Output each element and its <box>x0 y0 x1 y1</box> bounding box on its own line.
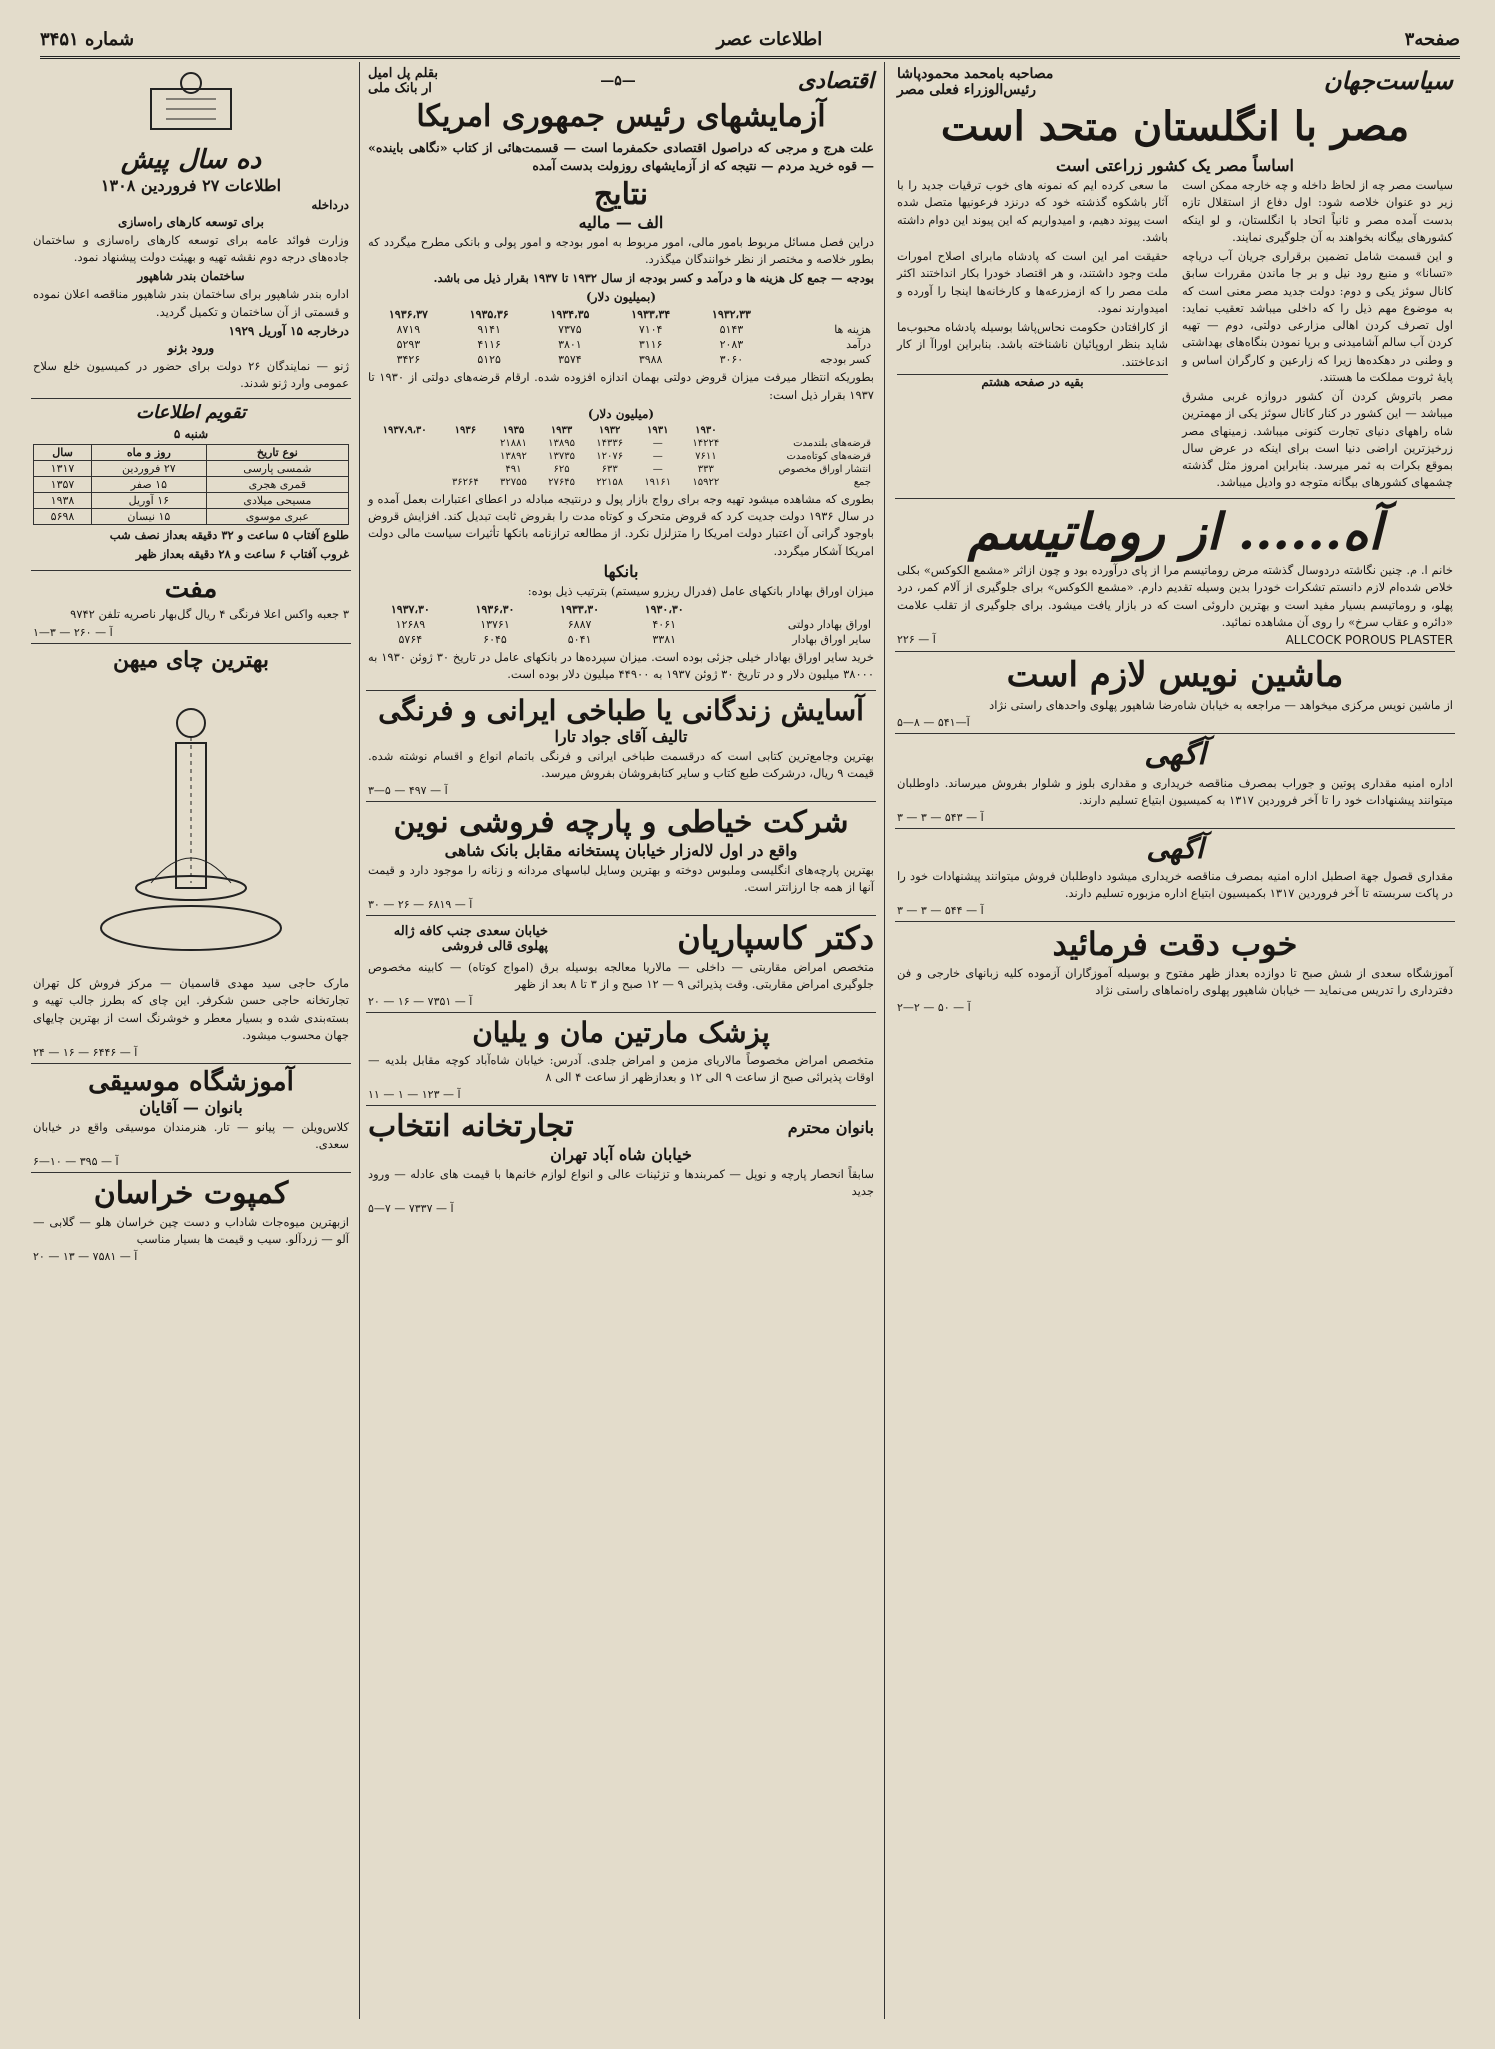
row-label: جمع <box>853 476 871 488</box>
value-cell: ۳۵۷۴ <box>558 353 582 367</box>
ad-address: خیابان سعدی جنب کافه ژاله پهلوی قالی فروشی <box>393 923 548 954</box>
banks-heading: بانکها <box>603 561 639 581</box>
year-cell: ۱۹۳۵،۳۶ <box>469 308 509 322</box>
ad-free-wax <box>31 571 351 644</box>
value-cell: ۲۰۸۳ <box>719 338 744 352</box>
header-cell: روز و ماه <box>92 445 207 461</box>
type-cell: عبری موسوی <box>206 509 348 525</box>
roads-body: وزارت فوائد عامه برای توسعه کارهای راه‌سازی و ساختمان جاده‌های درجه دوم نقشه تهیه و بهیئت دولت پیشنهاد نمود. <box>33 232 349 265</box>
value-cell <box>368 463 441 476</box>
header-cell: نوع تاریخ <box>206 445 348 461</box>
table-header-row <box>368 307 874 322</box>
value-cell: ۲۲۱۵۸ <box>596 476 624 488</box>
ad-doctor-kasparian <box>366 916 876 1013</box>
ad-compote <box>31 1173 351 1267</box>
value-cell: ۳۱۱۶ <box>638 338 663 352</box>
ad-allcock-plaster <box>895 499 1455 653</box>
budget-label: بودجه — جمع کل هزینه ها و درآمد و کسر بودجه از سال ۱۹۳۲ تا ۱۹۳۷ بقرار ذیل می باشد. <box>433 271 874 285</box>
geneva-title: ورود بژنو <box>167 340 215 355</box>
row-label: اوراق بهادار دولتی <box>787 618 871 631</box>
fountain-icon <box>91 683 291 963</box>
ad-cookbook <box>366 691 876 803</box>
table-header-row <box>368 424 874 437</box>
budget-table <box>368 307 874 367</box>
year-cell: ۱۹۳۵ <box>502 424 525 436</box>
ad-body: ازبهترین میوه‌جات شاداب و دست چین خراسان هلو — گلابی — آلو — زردآلو. سیب و قیمت ها بسیار مناسب <box>33 1214 349 1247</box>
ad-title: ماشین نویس لازم است <box>1006 655 1344 695</box>
ad-title: آگهی <box>1146 832 1204 866</box>
ad-body: مارک حاجی سید مهدی قاسمیان — مرکز فروش کل تهران تجارتخانه حاجی حسن شکرفر. این چای که بطرز جالب تهیه و بسته‌بندی شده و بسیار معطر و خوشرنگ است از بهترین چایهای جهان محسوب میشود. <box>33 976 349 1042</box>
value-cell: ۳۴۲۶ <box>396 353 421 367</box>
value-cell: ۵۷۶۴ <box>398 633 423 646</box>
value-cell: ۱۳۷۶۱ <box>480 618 510 631</box>
paragraph: ما سعی کرده ایم که نمونه های خوب ترقیات جدید را با آثار باشکوه گذشته خود که درنزد فرعونیها متصل شده است پیوند دهیم، و امیدواریم که این پیوند این دوام داشته باشد. <box>897 178 1168 244</box>
port-title: ساختمان بندر شاهپور <box>137 269 245 284</box>
unit-label: (میلیون دلار) <box>587 406 655 421</box>
ad-code: آ—۵۴۱ — ۸—۵ <box>897 716 970 730</box>
value-cell: ۲۱۸۸۱ <box>500 437 527 449</box>
value-cell: ۱۴۳۳۶ <box>596 437 624 449</box>
table-row <box>34 461 349 477</box>
section-title: سیاست‌جهان <box>1323 66 1453 95</box>
table-header-row <box>368 602 874 617</box>
table-row <box>368 617 874 632</box>
sunset: غروب آفتاب ۶ ساعت و ۲۸ دقیقه بعداز ظهر <box>135 547 349 562</box>
ad-body: کلاس‌ویلن — پیانو — تار. هنرمندان موسیقی واقع در خیابان سعدی. <box>33 1119 349 1152</box>
table-row <box>34 493 349 509</box>
ad-notice-stable <box>895 829 1455 922</box>
value-cell <box>441 463 489 476</box>
port-body: اداره بندر شاهپور برای ساختمان بندر شاهپور مناقصه اعلان نموده و قسمتی از آن ساختمان و تکمیل گردید. <box>33 287 349 319</box>
ad-address: واقع در اول لاله‌زار خیابان پستخانه مقابل بانک شاهی <box>444 840 798 860</box>
byline-author: بقلم پل امیل <box>368 66 439 81</box>
row-label: قرضه‌های بلندمدت <box>793 437 871 449</box>
year-cell: ۱۹۳۰ <box>695 424 717 436</box>
year-cell: ۱۹۳۷،۳۰ <box>390 603 430 616</box>
paragraph: حقیقت امر این است که پادشاه مابرای اصلاح امورات ملت وجود داشتند، و هر اقتصاد خودرا بکار انداختند اکثر ملت مصر را که ازمزرعه‌ها و کارخانه‌ها اینجا را آورده و امیدوارند نمود. <box>897 249 1168 315</box>
article-col-a <box>1182 175 1453 494</box>
table-row <box>34 477 349 493</box>
ad-tea <box>31 644 351 1064</box>
ad-title: تجارتخانه انتخاب <box>368 1109 574 1145</box>
ad-brand-english: ALLCOCK POROUS PLASTER <box>1285 633 1453 647</box>
value-cell: ۳۳۸۱ <box>652 633 677 646</box>
section-kicker: اقتصادی <box>797 68 874 94</box>
geneva-body: ژنو — نمایندگان ۲۶ دولت برای حضور در کمیسیون خلع سلاح عمومی وارد ژنو شدند. <box>33 358 349 391</box>
paragraph: و این قسمت شامل تضمین برقراری جریان آب دریاچه «تسانا» و منبع رود نیل و بر جا ماندن مقررات سابق کانال سوئز یکی و دوم: دولت جدید مصر معنی است که به موضوع مهم ذیل را که داخلی میباشد تعقیب نماید: اول تصرف کردن اهالی مزارعی دولتی، دوم — تهیه کردن آب سالم آشامیدنی و برپا نمودن بنگاه‌های بهداشتی و وطنی در دهکده‌ها زیرا که زارعین و کارگران اساس و پایهٔ ثروت مملکت ما هستند. <box>1182 249 1453 384</box>
row-label: سایر اوراق بهادار <box>792 633 871 646</box>
man-reading-icon <box>146 69 236 143</box>
value-cell: ۱۲۶۸۹ <box>395 618 426 631</box>
ad-body: بهترین وجامع‌ترین کتابی است که درقسمت طباخی ایرانی و فرنگی باتمام انواع و اقسام نوشته شده. قیمت ۹ ریال، درشرکت طبع کتاب و سایر کتابفروشان بفروش میرسد. <box>368 748 874 780</box>
ad-footer <box>897 633 1453 647</box>
table-row <box>368 463 874 476</box>
ad-subtitle: بانوان — آقایان <box>139 1097 243 1117</box>
ad-title: مفت <box>164 573 218 604</box>
ad-body: متخصص امراض مقاربتی — داخلی — مالاریا معالجه بوسیله برق (امواج کوتاه) — کابینه مخصوص جلوگیری امراض مقاربتی. وقت پذیرائی ۹ — ۱۲ صبح و از ۳ تا ۸ بعد از ظهر <box>368 959 874 992</box>
value-cell <box>441 450 489 463</box>
year-cell: ۱۹۳۳،۳۴ <box>631 308 671 322</box>
interview-role: رئیس‌الوزراء فعلی مصر <box>897 82 1036 98</box>
ad-code: آ — ۷۳۵۱ — ۱۶ — ۲۰ <box>368 995 473 1009</box>
type-cell: مسیحی میلادی <box>206 493 348 509</box>
ad-author: تالیف آقای جواد تارا <box>554 726 688 746</box>
reader-illustration <box>33 66 349 146</box>
value-cell: ۱۹۱۶۱ <box>644 476 672 488</box>
paper-title: اطلاعات عصر <box>716 28 823 50</box>
year-cell: ۱۹۳۳ <box>550 424 573 436</box>
ad-title: کمپوت خراسان <box>93 1176 289 1212</box>
column-economics <box>366 62 885 2019</box>
debt-table <box>368 424 874 489</box>
ad-body: مقداری قصول جهة اصطبل اداره امنیه بمصرف مناقصه خریداری میشود داوطلبان فروش میتوانند پیشنهادات خود را در پاکت سربسته تا آخر فروردین ۱۳۱۷ بکمیسیون ابتیاع اداره مزبوره تسلیم دارند. <box>897 868 1453 900</box>
ad-title: آه...... از روماتیسم <box>967 501 1383 561</box>
year-cell: ۱۳۵۷ <box>34 477 92 493</box>
unit-label: (بمیلیون دلار) <box>585 290 657 305</box>
table-row <box>34 509 349 525</box>
dateline: اطلاعات ۲۷ فروردین ۱۳۰۸ <box>100 175 282 195</box>
row-label: هزینه ها <box>834 323 871 337</box>
calendar-box <box>31 399 351 570</box>
value-cell: ۶۳۳ <box>601 463 618 475</box>
calendar-title: تقویم اطلاعات <box>136 402 246 424</box>
value-cell: ۳۲۷۵۵ <box>500 476 527 488</box>
value-cell: ۳۹۸۸ <box>638 353 663 367</box>
finance-heading: الف — مالیه <box>578 212 664 232</box>
ad-code: آ — ۱۲۳ — ۱ — ۱۱ <box>368 1088 461 1102</box>
table-row <box>368 337 874 352</box>
paragraph: بطوری که مشاهده میشود تهیه وجه برای رواج بازار پول و درنتیجه مبادله در اعطای اعتبارات بعمل آمده و در سال ۱۹۳۶ دولت جدیت کرد که قروض متحرک و کوتاه مدت را بقروض ثابت تبدیل کند. افزایش قروض باوجود گرانی آن اعتبار دولت امریکا را متزلزل نکرد. از مطالعه ترازنامه بانکها تأثیرات سیاست مالی دولت امریکا آشکار میگردد. <box>368 491 875 558</box>
page-number: صفحه۳ <box>1404 28 1460 50</box>
value-cell <box>368 450 441 463</box>
ad-code: آ — ۵۰ — ۲—۲ <box>897 1001 971 1015</box>
day-cell: ۱۵ نیسان <box>92 509 207 525</box>
ad-body: از ماشین نویس مرکزی میخواهد — مراجعه به خیابان شاه‌رضا شاهپور پهلوی واحدهای راستی نژاد <box>989 698 1453 713</box>
ad-title: آموزشگاه موسیقی <box>88 1067 294 1098</box>
value-cell: ۳۰۶۰ <box>719 353 744 367</box>
politics-article <box>895 62 1455 499</box>
column-miscellany <box>31 62 360 2019</box>
value-cell: ۳۶۲۶۴ <box>451 476 479 488</box>
paragraph: سیاست مصر چه از لحاظ داخله و چه خارجه ممکن است زیر دو عنوان خلاصه شود: اول دفاع از استقلال تازه بدست آمده مصر و ثانیاً اتحاد با انگلستان، و لو اینکه کشورهای بیگانه بخواهند به آن جلوگیری نمایند. <box>1182 178 1453 244</box>
ad-music-school <box>31 1064 351 1173</box>
value-cell: ۸۷۱۹ <box>396 323 421 337</box>
ad-body: بهترین پارچه‌های انگلیسی وملبوس دوخته و بهترین وسایل لباسهای مردانه و زنانه را موجود دارد و قیمت آنها از همه جا ارزانتر است. <box>368 862 874 894</box>
year-cell: ۱۹۳۶ <box>454 424 477 436</box>
year-cell: ۱۹۳۲،۳۳ <box>711 308 751 322</box>
row-label: کسر بودجه <box>820 353 871 367</box>
value-cell: ۶۰۴۵ <box>483 633 507 646</box>
value-cell: ۶۸۸۷ <box>567 618 592 631</box>
headline: مصر با انگلستان متحد است <box>940 103 1410 150</box>
paragraph: خرید سایر اوراق بهادار خیلی جزئی بوده است. میزان سپرده‌ها در بانکهای عامل در تاریخ ۳۰ ژوئن ۱۹۳۰ به ۳۸۰۰۰ میلیون دلار و در تاریخ ۳۰ ژوئن ۱۹۳۷ به ۴۴۹۰۰ میلیون دلار بوده است. <box>368 650 875 682</box>
day-cell: ۲۷ فروردین <box>92 461 207 477</box>
ad-code: آ — ۲۲۶ <box>897 633 936 646</box>
article-col-b <box>897 175 1168 494</box>
value-cell: ۱۵۹۲۲ <box>692 476 720 488</box>
ad-body: متخصص امراض مخصوصاً مالاریای مزمن و امراض جلدی. آدرس: خیابان شاه‌آباد کوچه مقابل بلدیه — اوقات پذیرائی صبح از ساعت ۹ الی ۱۲ و بعدازظهر از ساعت ۴ الی ۸ <box>368 1052 874 1084</box>
ad-doctor-martin <box>366 1013 876 1106</box>
year-cell: ۱۹۳۱ <box>647 424 669 436</box>
column-world-politics <box>895 62 1455 2019</box>
ad-title: شرکت خیاطی و پارچه فروشی نوین <box>393 805 849 841</box>
row-label: درآمد <box>846 338 871 352</box>
fountain-illustration <box>33 673 349 973</box>
value-cell: ۹۱۴۱ <box>477 323 501 337</box>
value-cell: ۶۲۵ <box>553 463 570 475</box>
interview-name: مصاحبه بامحمد محمودپاشا <box>897 66 1054 82</box>
value-cell: ۴۱۱۶ <box>477 338 501 352</box>
ad-entekhab <box>366 1106 876 1219</box>
ad-address: خیابان شاه آباد تهران <box>550 1144 692 1164</box>
ad-tailoring <box>366 802 876 916</box>
article-header <box>897 66 1453 98</box>
value-cell: ۳۳۳ <box>697 463 714 475</box>
headline: آزمایشهای رئیس جمهوری امریکا <box>416 99 826 134</box>
value-cell: ۱۲۰۷۶ <box>596 450 624 462</box>
value-cell <box>368 476 441 489</box>
value-cell: — <box>652 437 663 449</box>
ad-code: آ — ۲۶۰ — ۳—۱ <box>33 625 113 639</box>
table-row <box>368 476 874 489</box>
ad-language-school <box>895 922 1455 1018</box>
roads-title: برای توسعه کارهای راه‌سازی <box>118 214 264 229</box>
value-cell: ۱۴۲۲۴ <box>692 437 720 449</box>
value-cell: ۱۳۷۳۵ <box>548 450 575 462</box>
ad-lead: بانوان محترم <box>787 1117 874 1137</box>
ad-title: خوب دقت فرمائید <box>1052 925 1298 964</box>
subheadline: اساساً مصر یک کشور زراعتی است <box>1056 156 1294 175</box>
ad-code: آ — ۵۴۳ — ۳ — ۳ <box>897 811 984 825</box>
ad-body: اداره امنیه مقداری پوتین و جوراب بمصرف مناقصه خریداری و مقداری بلوز و شلوار بفروش میرساند. داوطلبان میتوانند پیشنهادات خود را تا آخر فروردین ۱۳۱۷ به کمیسیون ابتیاع تسلیم دارند. <box>897 775 1453 808</box>
ad-title: آسایش زندگانی یا طباخی ایرانی و فرنگی <box>378 693 864 727</box>
header-cell: سال <box>34 445 92 461</box>
value-cell: ۵۱۴۳ <box>719 323 744 337</box>
paragraph: بطوریکه انتظار میرفت میزان قروض دولتی بهمان اندازه افزوده شده. ارقام قرضه‌های دولتی از ۱۹۳۰ تا ۱۹۳۷ بقرار ذیل است: <box>368 370 874 402</box>
value-cell: ۱۳۸۹۵ <box>548 437 575 449</box>
table-row <box>368 437 874 450</box>
column-page-number: —۵— <box>600 73 636 89</box>
value-cell <box>441 437 489 450</box>
value-cell: ۵۱۲۵ <box>477 353 501 367</box>
value-cell: ۳۸۰۱ <box>558 338 582 352</box>
table-row <box>368 322 874 337</box>
value-cell: ۷۶۱۱ <box>695 450 717 462</box>
year-cell: ۱۹۳۴،۳۵ <box>550 308 590 322</box>
value-cell: ۲۷۶۴۵ <box>548 476 575 488</box>
ad-body: آموزشگاه سعدی از شش صبح تا دوازده بعداز ظهر مفتوح و بوسیله آموزگاران آزموده کلیه زبانهای خارجی و فن دفترداری را تدریس می‌نماید — خیابان شاهپور پهلوی راه‌نماهای راستی نژاد <box>897 965 1453 998</box>
row-label: انتشار اوراق مخصوص <box>778 463 871 475</box>
value-cell: ۷۱۰۴ <box>638 323 663 337</box>
day-cell: ۱۶ آوریل <box>92 493 207 509</box>
table-row <box>368 632 874 647</box>
paragraph: از کارافتادن حکومت نحاس‌پاشا بوسیله پادشاه محبوب‌ما شاید بنظر اروپائیان ناشناخته باشد. بنابراین اوراآ از کار اندعاختند. <box>897 320 1168 369</box>
ad-body: خانم ا. م. چنین نگاشته دردوسال گذشته مرض روماتیسم مرا از پای درآورده بود و چون ازاثر «مشمع الکوکس» بکلی خلاص شده‌ام لازم دانستم تشکرات خودرا بدین وسیله تقدیم دارم. «مشمع الکوکس» برای جلوگیری از آلام کمر، درد پهلو، و روماتیسم بسیار مفید است و بهترین داروئی است که در بازار یافت میشود. برای جلوگیری از تقلب علامت «دائره و عقاب سرخ» را روی آن مشاهده نمائید. <box>897 563 1453 629</box>
ad-body: سابقاً انحصار پارچه و نوپل — کمربندها و تزئینات عالی و انواع لوازم خانم‌ها با قیمت های عادله — ورود جدید <box>368 1166 874 1198</box>
intro: علت هرج و مرجی که دراصول اقتصادی حکمفرما است — قسمت‌هائی از کتاب «نگاهی باینده» — قوه خرید مردم — نتیجه که از آزمایشهای روزولت بدست آمده <box>368 139 874 174</box>
year-cell: ۱۳۱۷ <box>34 461 92 477</box>
ad-header <box>368 920 874 957</box>
type-cell: قمری هجری <box>206 477 348 493</box>
issue-number: شماره ۳۴۵۱ <box>40 28 135 50</box>
value-cell: ۱۳۸۹۲ <box>500 450 527 462</box>
continued-note: بقیه در صفحه هشتم <box>897 374 1168 389</box>
masthead <box>40 22 1460 59</box>
value-cell: ۴۹۱ <box>505 463 522 475</box>
ad-code: آ — ۶۸۱۹ — ۲۶ — ۳۰ <box>368 898 473 912</box>
weekday: شنبه ۵ <box>173 427 209 442</box>
ad-code: آ — ۳۹۵ — ۱۰—۶ <box>33 1155 119 1169</box>
ten-years-ago <box>31 62 351 399</box>
value-cell: ۵۲۹۳ <box>396 338 421 352</box>
calendar-table <box>33 444 349 525</box>
ad-header <box>368 1110 874 1145</box>
banks-table <box>368 602 874 647</box>
ad-code: آ — ۷۳۳۷ — ۷—۵ <box>368 1202 454 1216</box>
paragraph: دراین فصل مسائل مربوط بامور مالی، امور مربوط به امور بودجه و امور پولی و بانکی مطرح میگردد که بطور خلاصه و مختصر از نظر خوانندگان میگذرد. <box>368 234 874 266</box>
sunrise: طلوع آفتاب ۵ ساعت و ۳۲ دقیقه بعداز نصف شب <box>109 528 349 543</box>
results-heading: نتایج <box>593 177 649 212</box>
year-cell: ۱۹۳۸ <box>34 493 92 509</box>
year-cell: ۱۹۳۰،۳۰ <box>644 603 684 616</box>
row-label: قرضه‌های کوتاه‌مدت <box>786 450 871 462</box>
ad-title: آگهی <box>1144 737 1206 773</box>
ad-title: پزشک مارتین مان و یلیان <box>472 1016 770 1050</box>
type-cell: شمسی پارسی <box>206 461 348 477</box>
ad-code: آ — ۷۵۸۱ — ۱۳ — ۲۰ <box>33 1250 138 1264</box>
section-title: ده سال پیش <box>120 145 262 175</box>
ad-body: ۳ جعبه واکس اعلا فرنگی ۴ ریال گل‌بهار ناصریه تلفن ۹۷۴۲ <box>70 607 349 622</box>
value-cell: ۴۰۶۱ <box>652 618 677 631</box>
ad-code: آ — ۵۴۴ — ۳ — ۳ <box>897 904 984 918</box>
year-cell: ۱۹۳۷،۹،۳۰ <box>382 424 427 436</box>
value-cell: — <box>652 450 663 462</box>
ad-code: آ — ۴۹۷ — ۵—۳ <box>368 784 448 798</box>
value-cell: — <box>652 463 663 475</box>
abroad-label: درخارجه ۱۵ آوریل ۱۹۲۹ <box>228 323 349 338</box>
value-cell: ۵۰۴۱ <box>567 633 592 646</box>
paragraph: میزان اوراق بهادار بانکهای عامل (فدرال ریزرو سیستم) بترتیب ذیل بوده: <box>527 583 874 598</box>
byline-source: ار بانک ملی <box>368 81 432 96</box>
ad-title: بهترین چای میهن <box>112 646 270 673</box>
value-cell: ۷۳۷۵ <box>558 323 582 337</box>
year-cell: ۱۹۳۳،۳۰ <box>560 603 600 616</box>
ad-notice-uniforms <box>895 734 1455 829</box>
table-row <box>368 450 874 463</box>
table-header-row <box>34 445 349 461</box>
article-body <box>897 175 1453 494</box>
year-cell: ۵۶۹۸ <box>34 509 92 525</box>
value-cell <box>368 437 441 450</box>
table-row <box>368 352 874 367</box>
day-cell: ۱۵ صفر <box>92 477 207 493</box>
year-cell: ۱۹۳۶،۳۰ <box>475 603 515 616</box>
economics-article <box>366 62 876 691</box>
article-header <box>368 66 874 96</box>
year-cell: ۱۹۳۶،۳۷ <box>388 308 428 322</box>
byline <box>368 66 438 96</box>
ad-typist-wanted <box>895 652 1455 734</box>
ad-title: دکتر کاسپاریان <box>677 919 874 958</box>
paragraph: مصر باتروش کردن آن کشور دروازه غربی مشرق میباشد — این کشور در کنار کانال سوئز یکی از مهمترین شاه راههای دنیای تجارت کنونی میباشد. زمینهای مصر زرخیزترین اراضی دنیا است برای اینکه در عرض سال بموقع بکرات به ثمر میرسد. بنابراین امروز مثل گذشته چشمهای کشورهای بیگانه متوجه دو وادیل میباشد. <box>1182 389 1453 490</box>
ad-code: آ — ۶۴۴۶ — ۱۶ — ۲۴ <box>33 1046 138 1060</box>
domestic-label: درداخله <box>311 197 349 212</box>
interview-line <box>897 66 1053 98</box>
year-cell: ۱۹۳۲ <box>598 424 621 436</box>
